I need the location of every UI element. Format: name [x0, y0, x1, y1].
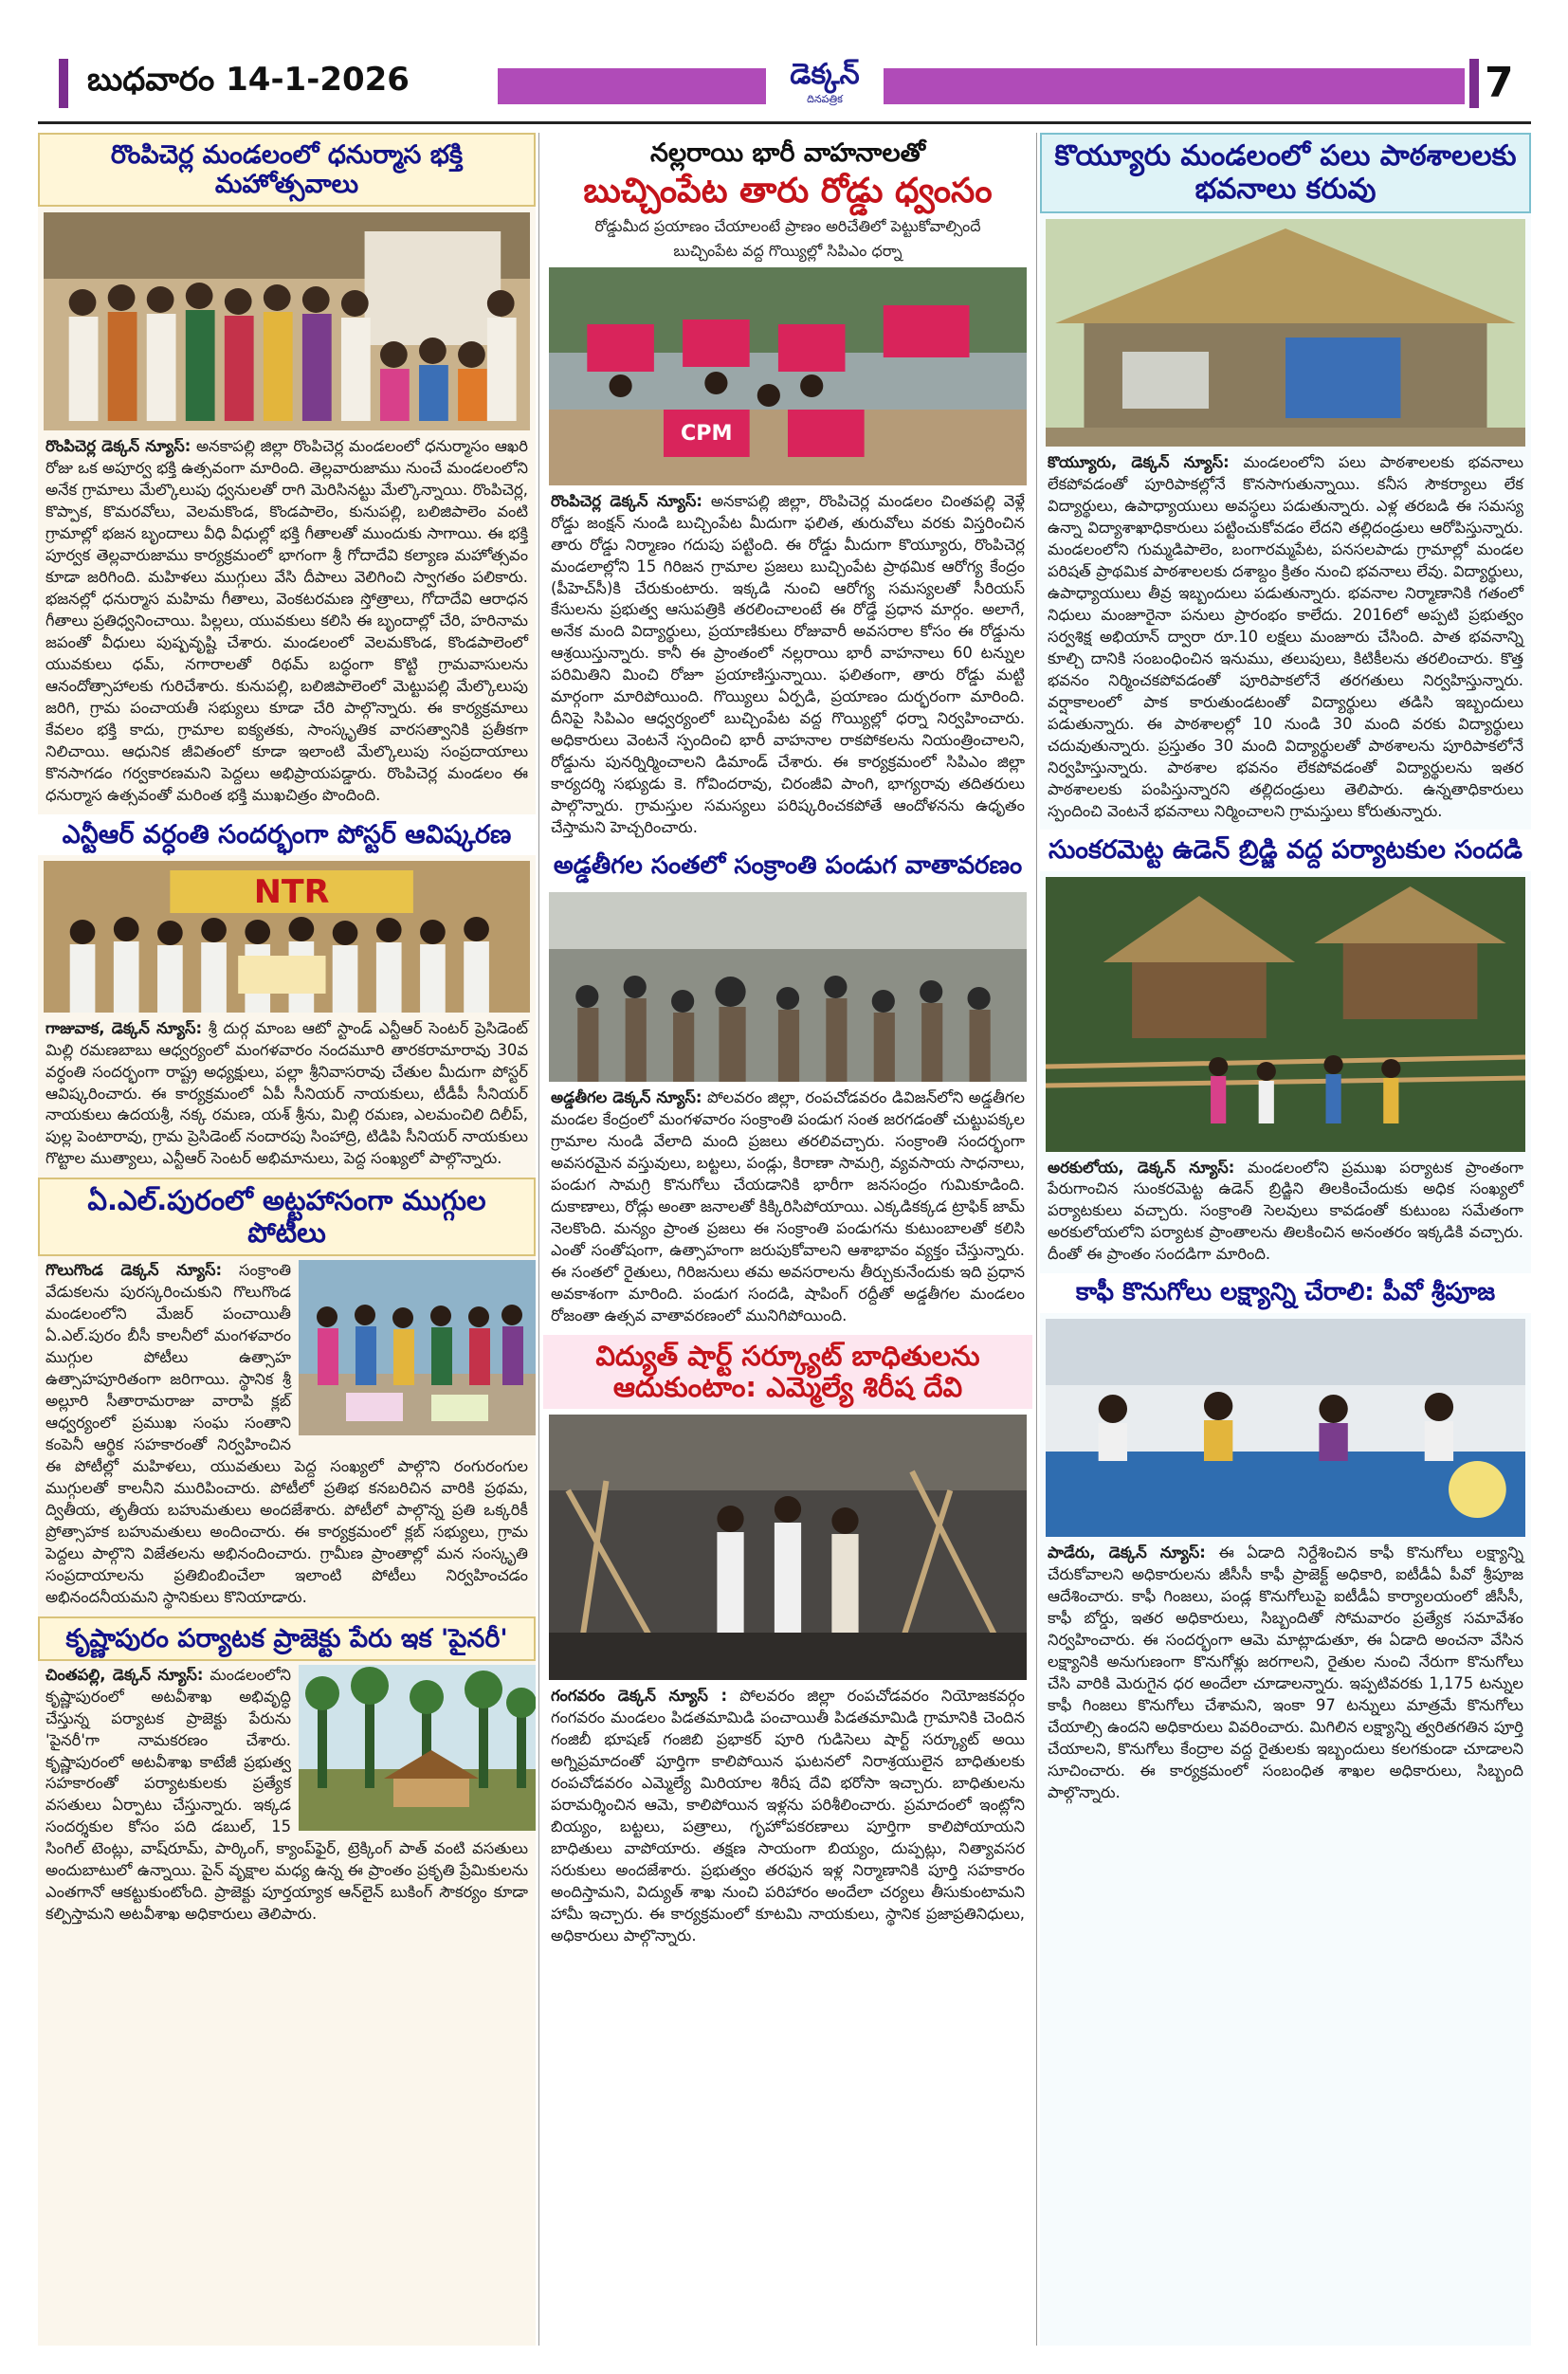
body-text: మండలంలోని కృష్ణాపురంలో అటవీశాఖ అభివృద్ధి చేస్తున్న పర్యాటక ప్రాజెక్టు పేరును 'పైనరీ'గా నామకరణం చేశారు. కృష్ణాపురంలో అటవీశాఖ కాటేజీ ప్రభుత్వ సహకారంతో పర్యాటకులకు ప్రత్యేక వసతులు ఏర్పాటు చేస్తున్నారు. ఇక్కడ సందర్శకుల కోసం పది డబుల్, 15 సింగిల్ టెంట్లు, వాష్‌రూమ్, పార్కింగ్, క్యాంప్‌ఫైర్, ట్రెక్కింగ్ పాత్ వంటి వసతులు అందుబాటులో ఉన్నాయి. పైన్ వృక్షాల మధ్య ఉన్న ఈ ప్రాంతం ప్రకృతి ప్రేమికులను ఎంతగానో ఆకట్టుకుంటోంది. ప్రాజెక్టు పూర్తయ్యాక ఆన్‌లైన్ బుకింగ్ సౌకర్యం కూడా కల్పిస్తామని అటవీశాఖ అధికారులు తెలిపారు.	[46, 1665, 528, 1924]
kicker-road: నల్లరాయి భారీ వాహనాలతో	[650, 138, 925, 168]
page-number: 7	[1485, 59, 1514, 107]
article-body-dhanurmasa	[46, 436, 528, 806]
dateline: అరకులోయ, డెక్కన్ న్యూస్:	[1048, 1158, 1235, 1177]
masthead	[0, 0, 1568, 123]
headline-electric: విద్యుత్ షార్ట్ సర్క్యూట్ బాధితులను ఆదుకుంటాం: ఎమ్మెల్యే శిరీష దేవి	[543, 1335, 1032, 1410]
subheadline-road-2: బుచ్చింపేట వద్ద గొయ్యిల్లో సిపిఎం ధర్నా	[673, 242, 903, 261]
newspaper-logo	[766, 57, 884, 114]
masthead-right-bar	[1469, 59, 1479, 108]
column-left	[38, 133, 536, 2346]
dateline: రొంపిచెర్ల డెక్కన్ న్యూస్:	[46, 437, 191, 456]
headline-dhanurmasa: రొంపిచెర్ల మండలంలో ధనుర్మాస భక్తి మహోత్సవాలు	[38, 133, 536, 207]
article-body-coffee	[1048, 1543, 1523, 1804]
photo-ntr-poster	[44, 861, 530, 1013]
article-body-electric	[551, 1686, 1025, 1947]
dateline: గంగవరం డెక్కన్ న్యూస్ :	[551, 1687, 728, 1706]
headline-muggulu: ఏ.ఎల్.పురంలో అట్టహాసంగా ముగ్గుల పోటీలు	[38, 1178, 536, 1256]
headline-schools: కొయ్యూరు మండలంలో పలు పాఠశాలలకు భవనాలు కరువు	[1040, 133, 1531, 213]
body-text: సంక్రాంతి వేడుకలను పురస్కరించుకుని గొలుగొండ మండలంలోని మేజర్ పంచాయితీ ఏ.ఎల్.పురం బీసీ కాలనీలో మంగళవారం ముగ్గుల పోటీలు ఉత్సాహ ఉత్సాహపూరితంగా జరిగాయి. స్థానిక శ్రీ అల్లూరి సీతారామరాజు వారాపి క్లబ్ ఆధ్వర్యంలో ప్రముఖ సంఘ సంతాని కంపెనీ ఆర్థిక సహకారంతో నిర్వహించిన ఈ పోటీల్లో మహిళలు, యువతులు పెద్ద సంఖ్యలో పాల్గొని రంగురంగుల ముగ్గులతో కాలనీని మురిపించారు. పోటీలో ప్రతిభ కనబరిచిన వారికి ప్రథమ, ద్వితీయ, తృతీయ బహుమతులు అందజేశారు. పోటీలో పాల్గొన్న ప్రతి ఒక్కరికీ ప్రోత్సాహక బహుమతులు అందించారు. ఈ కార్యక్రమంలో క్లబ్ సభ్యులు, గ్రామ పెద్దలు పాల్గొని విజేతలను అభినందించారు. గ్రామీణ ప్రాంతాల్లో మన సంస్కృతి సంప్రదాయాలను ప్రతిబింబించేలా ఇలాంటి పోటీలు నిర్వహించడం అభినందనీయమని స్థానికులు కొనియాడారు.	[46, 1261, 528, 1606]
dateline: గాజువాక, డెక్కన్ న్యూస్:	[46, 1018, 203, 1037]
dateline: రొంపిచెర్ల డెక్కన్ న్యూస్:	[551, 491, 702, 510]
headline-addateegala: అడ్డతీగల సంతలో సంక్రాంతి పండుగ వాతావరణం	[553, 851, 1023, 881]
masthead-left-bar	[59, 59, 68, 108]
dateline: చింతపల్లి, డెక్కన్ న్యూస్:	[46, 1665, 204, 1684]
body-text: అనకాపల్లి జిల్లా రొంపిచెర్ల మండలంలో ధనుర్మాసం ఆఖరి రోజు ఒక అపూర్వ భక్తి ఉత్సవంగా మారింది. తెల్లవారుజాము నుంచే మండలంలోని అనేక గ్రామాలు మేల్కొలుపు ధ్వనులతో రాగి మెరిసినట్టు మేల్కొన్నాయి. రొంపిచెర్ల, కొప్పాక, కొమరవోలు, వెలమకొండ, కొండపాలెం, కునుపల్లి, బలిజిపాలెం వంటి గ్రామాల్లో భజన బృందాలు వీధి వీధుల్లో భక్తి గీతాలతో ముందుకు సాగాయి. ఈ భక్తి పూర్వక తెల్లవారుజాము కార్యక్రమంలో భాగంగా శ్రీ గోదాదేవి కల్యాణ మహోత్సవం కూడా జరిగింది. మహిళలు ముగ్గులు వేసి దీపాలు వెలిగించి స్వాగతం పలికారు. భజనల్లో ధనుర్మాస మహిమ గీతాలు, వెంకటరమణ స్తోత్రాలు, గోదాదేవి ఆరాధన గీతాలు ప్రతిధ్వనించాయి. పిల్లలు, యువకులు కలిసి ఈ బృందాల్లో చేరి, హరినామ జపంతో వీధులు పుష్పవృష్టి చేశారు. మండలంలో వెలమకొండ, కొండపాలెంలో యువకులు ధమ్, నగారాలతో రిథమ్ బద్ధంగా కొట్టి గ్రామవాసులను ఆనందోత్సాహాలకు గురిచేశారు. కునుపల్లి, బలిజిపాలెంలో మెట్టుపల్లి మేల్కొలుపు జరిగి, గ్రామ పంచాయతీ సభ్యులు కూడా చేరి పాల్గొన్నారు. ఈ కార్యక్రమాలు కేవలం భక్తి కాదు, గ్రామాల ఐక్యతకు, సాంస్కృతిక వారసత్వానికి ప్రతీకగా నిలిచాయి. ఆధునిక జీవితంలో కూడా ఇలాంటి మేల్కొలుపు సంప్రదాయాలు కొనసాగడం గర్వకారణమని పెద్దలు అభిప్రాయపడ్డారు. రొంపిచెర్ల మండలం ఈ ధనుర్మాస ఉత్సవంతో మరింత భక్తి ముఖచిత్రం పొందింది.	[46, 437, 528, 804]
logo-text: డెక్కన్	[790, 58, 860, 91]
body-text: పోలవరం జిల్లా, రంపచోడవరం డివిజన్‌లోని అడ్డతీగల మండల కేంద్రంలో మంగళవారం సంక్రాంతి పండుగ సంత జరగడంతో చుట్టుపక్కల గ్రామాల నుండి వేలాది మంది ప్రజలు తరలివచ్చారు. సంక్రాంతి సందర్భంగా అవసరమైన వస్తువులు, బట్టలు, పండ్లు, కిరాణా సామగ్రి, వ్యవసాయ సాధనాలు, పండుగ సామగ్రి కొనుగోలు చేయడానికి భారీగా జనసంద్రం గుమికూడింది. దుకాణాలు, రోడ్లు అంతా జనాలతో కిక్కిరిసిపోయాయి. ఎక్కడికక్కడ ట్రాఫిక్ జామ్ నెలకొంది. మన్యం ప్రాంత ప్రజలు ఈ సంక్రాంతి పండుగను కుటుంబాలతో కలిసి ఎంతో సంతోషంగా, ఉత్సాహంగా జరుపుకోవాలని ఆశాభావం వ్యక్తం చేస్తున్నారు. ఈ సంతలో రైతులు, గిరిజనులు తమ అవసరాలను తీర్చుకునేందుకు ఇది ప్రధాన అవకాశంగా మారింది. పండుగ సందడి, షాపింగ్ రద్దీతో అడ్డతీగల మండలం రోజంతా ఉత్సవ వాతావరణంలో మునిగిపోయింది.	[551, 1088, 1025, 1324]
subheadline-road-1: రోడ్డుమీద ప్రయాణం చేయాలంటే ప్రాణం అరిచేతిలో పెట్టుకోవాల్సిందే	[594, 217, 981, 236]
masthead-rule	[38, 121, 1531, 124]
column-right	[1040, 133, 1531, 2346]
article-body-ntr	[46, 1018, 528, 1171]
column-middle	[543, 133, 1032, 2346]
masthead-color-band	[498, 68, 1465, 104]
logo-tagline: దినపత్రిక	[807, 93, 843, 105]
body-text: మండలంలోని ప్రముఖ పర్యాటక ప్రాంతంగా పేరుగాంచిన సుంకరమెట్ట ఉడెన్ బ్రిడ్జిని తిలకించేందుకు అధిక సంఖ్యలో పర్యాటకులు వచ్చారు. సంక్రాంతి సెలవులు కావడంతో కుటుంబ సమేతంగా అరకులోయలోని పర్యాటక ప్రాంతాలను తిలకించిన అనంతరం ఇక్కడికి వచ్చారు. దీంతో ఈ ప్రాంతం సందడిగా మారింది.	[1048, 1158, 1523, 1264]
column-divider	[538, 133, 539, 2346]
photo-muggulu	[299, 1260, 536, 1435]
photo-fire-site	[549, 1415, 1027, 1680]
dateline: కొయ్యూరు, డెక్కన్ న్యూస్:	[1048, 453, 1230, 471]
dateline: అడ్డతీగల డెక్కన్ న్యూస్:	[551, 1088, 702, 1107]
article-body-addateegala	[551, 1087, 1025, 1327]
body-text: ఈ ఏడాది నిర్దేశించిన కాఫీ కొనుగోలు లక్ష్యాన్ని చేరుకోవాలని అధికారులను జీసీసీ కాఫీ ప్రాజెక్ట్ అధికారి, ఐటీడీఏ పీవో శ్రీపూజ ఆదేశించారు. కాఫీ గింజలు, పండ్ల కొనుగోలుపై ఐటీడీఏ కార్యాలయంలో జీసీసీ, కాఫీ బోర్డు, ఇతర అధికారులు, సిబ్బందితో సోమవారం ప్రత్యేక సమావేశం నిర్వహించారు. ఈ సందర్భంగా ఆమె మాట్లాడుతూ, ఈ ఏడాది అంచనా వేసిన లక్ష్యానికి అనుగుణంగా కొనుగోళ్లు జరగాలని, రైతుల నుంచి నేరుగా కొనుగోలు చేసి వారికి మెరుగైన ధర అందేలా చూడాలన్నారు. ఇప్పటివరకు 1,175 టన్నుల కాఫీ గింజలు కొనుగోలు చేశామని, ఇంకా 97 టన్నులు మాత్రమే కొనుగోలు చేయాల్సి ఉందని అధికారులు వివరించారు. మిగిలిన లక్ష్యాన్ని త్వరితగతిన పూర్తి చేయాలని, కొనుగోలు కేంద్రాల వద్ద రైతులకు ఇబ్బందులు కలగకుండా చూడాలని సూచించారు. ఈ కార్యక్రమంలో సంబంధిత శాఖల అధికారులు, సిబ్బంది పాల్గొన్నారు.	[1048, 1543, 1524, 1801]
body-text: శ్రీ దుర్గ మాంబ ఆటో స్టాండ్ ఎన్టీఆర్ సెంటర్ ప్రెసిడెంట్ మిల్లి రమణబాబు ఆధ్వర్యంలో మంగళవారం నందమూరి తారకరామారావు 30వ వర్ధంతి సందర్భంగా రాష్ట్ర అధ్యక్షులు, పల్లా శ్రీనివాసరావు చేతుల మీదుగా పోస్టర్ ఆవిష్కరించారు. ఈ కార్యక్రమంలో ఏపీ సీనియర్ నాయకులు, టీడీపీ సీనియర్ నాయకులు ఉదయశ్రీ, నక్క రమణ, యశ్ శ్రీను, మిల్లి రమణ, ఎలమంచిలి దిలీప్, పుల్ల పెంటారావు, గ్రామ ప్రెసిడెంట్ నందారపు సింహాద్రి, టిడిపి సీనియర్ నాయకులు గొట్టాల ముత్యాలు, ఎన్టీఆర్ సెంటర్ అభిమానులు, పెద్ద సంఖ్యలో పాల్గొన్నారు.	[46, 1018, 528, 1168]
article-body-road	[551, 491, 1025, 840]
cpm-flag-text: CPM	[681, 421, 733, 446]
photo-thatched-school	[1046, 219, 1525, 447]
ntr-banner-text: NTR	[253, 873, 330, 911]
photo-cpm-dharna	[549, 267, 1027, 485]
dateline: పాడేరు, డెక్కన్ న్యూస్:	[1048, 1543, 1206, 1562]
headline-udenbridge: సుంకరమెట్ట ఉడెన్ బ్రిడ్జి వద్ద పర్యాటకుల సందడి	[1040, 830, 1531, 870]
body-text: మండలంలోని పలు పాఠశాలలకు భవనాలు లేకపోవడంతో పూరిపాకల్లోనే కొనసాగుతున్నాయి. కనీస సౌకర్యాలు లేక విద్యార్థులు, ఉపాధ్యాయులు అవస్థలు పడుతున్నారు. ఎళ్ల తరబడి ఈ సమస్య ఉన్నా విద్యాశాఖాధికారులు పట్టించుకోవడం లేదని తల్లిదండ్రులు ఆరోపిస్తున్నారు. మండలంలోని గుమ్మడిపాలెం, బంగారమ్మపేట, పనసలపాడు గ్రామాల్లో మండల పరిషత్ ప్రాథమిక పాఠశాలలకు దశాబ్దం క్రితం నుంచి భవనాలు లేవు. విద్యార్థులు, ఉపాధ్యాయులు తీవ్ర ఇబ్బందులు పడుతున్నారు. భవనాల నిర్మాణానికి గతంలో నిధులు మంజూరైనా పనులు ప్రారంభం కాలేదు. 2016లో అప్పటి ప్రభుత్వం సర్వశిక్ష అభియాన్ ద్వారా రూ.10 లక్షలు మంజూరు చేసింది. పాత భవనాన్ని కూల్చి దానికి సంబంధించిన ఇనుము, తలుపులు, కిటికీలను తరలించారు. కొత్త భవనం నిర్మించకపోవడంతో పూరిపాకలోనే తరగతులు నిర్వహిస్తున్నారు. వర్షాకాలంలో పాక కారుతుండటంతో విద్యార్థులు తడిసి ఇబ్బందులు పడుతున్నారు. ఈ పాఠశాలల్లో 10 నుండి 30 మంది వరకు విద్యార్థులు చదువుతున్నారు. ప్రస్తుతం 30 మంది విద్యార్థులతో పాఠశాలను పూరిపాకలోనే నిర్వహిస్తున్నారు. పాఠశాల భవనం లేకపోవడంతో విద్యార్థులను ఇతర పాఠశాలలకు పంపిస్తున్నారని తల్లిదండ్రులు తెలిపారు. ఉన్నతాధికారులు స్పందించి వెంటనే భవనాలు నిర్మించాలని గ్రామస్తులు కోరుతున్నారు.	[1048, 453, 1523, 820]
headline-road: బుచ్చింపేట తారు రోడ్డు ధ్వంసం	[583, 172, 993, 211]
column-divider	[1036, 133, 1037, 2346]
headline-ntr: ఎన్టీఆర్ వర్ధంతి సందర్భంగా పోస్టర్ ఆవిష్కరణ	[38, 814, 536, 855]
photo-dhanurmasa-group	[44, 212, 530, 430]
photo-coffee-meeting	[1046, 1319, 1525, 1537]
issue-date: బుధవారం 14-1-2026	[87, 61, 410, 99]
body-text: అనకాపల్లి జిల్లా, రొంపిచెర్ల మండలం చింతపల్లి వెళ్లే రోడ్డు జంక్షన్ నుండి బుచ్చింపేట మీదుగా ఫలిత, తురువోలు వరకు విస్తరించిన తారు రోడ్డు నిర్మాణం గదుపు పట్టింది. ఈ రోడ్డు మీదుగా కొయ్యూరు, రొంపిచెర్ల మండలాల్లోని 15 గిరిజన గ్రామాల ప్రజలు బుచ్చింపేట ప్రాథమిక ఆరోగ్య కేంద్రం (పీహెచ్‌సీ)కి చేరుకుంటారు. ఇక్కడి నుంచి ఆరోగ్య సమస్యలతో సీరియస్ కేసులను ప్రభుత్వ ఆసుపత్రికి తరలించాలంటే ఈ రోడ్డే ప్రధాన మార్గం. అలాగే, అనేక మంది విద్యార్థులు, ప్రయాణికులు రోజువారీ అవసరాల కోసం ఈ రోడ్డును ఆశ్రయిస్తున్నారు. కానీ ఈ ప్రాంతంలో నల్లరాయి భారీ వాహనాలు 60 టన్నుల పరిమితిని మించి రోజూ ప్రయాణిస్తున్నాయి. ఫలితంగా, తారు రోడ్డు మట్టి మార్గంగా మారిపోయింది. గొయ్యిలు ఏర్పడి, ప్రయాణం దుర్భరంగా మారింది. దీనిపై సిపిఎం ఆధ్వర్యంలో బుచ్చింపేట వద్ద గొయ్యిల్లో ధర్నా నిర్వహించారు. అధికారులు వెంటనే స్పందించి భారీ వాహనాల రాకపోకలను నియంత్రించాలని, రోడ్డును పునర్నిర్మించాలని డిమాండ్ చేశారు. ఈ కార్యక్రమంలో సిపిఎం జిల్లా కార్యదర్శి సభ్యుడు కె. గోవిందరావు, చిరంజీవి పాంగి, భాగ్యరావు తదితరులు పాల్గొన్నారు. గ్రామస్తుల సమస్యలు పరిష్కరించకపోతే ఆందోళనను ఉధృతం చేస్తామని హెచ్చరించారు.	[551, 491, 1025, 837]
photo-pinery	[299, 1665, 536, 1831]
headline-pinery: కృష్ణాపురం పర్యాటక ప్రాజెక్టు పేరు ఇక 'పైనరీ'	[38, 1616, 536, 1661]
article-body-udenbridge	[1048, 1158, 1523, 1267]
photo-wooden-bridge	[1046, 877, 1525, 1152]
photo-santa-crowd	[549, 892, 1027, 1082]
dateline: గొలుగొండ డెక్కన్ న్యూస్:	[46, 1261, 223, 1280]
article-body-schools	[1048, 452, 1523, 822]
headline-coffee: కాఫీ కొనుగోలు లక్ష్యాన్ని చేరాలి: పీవో శ్రీపూజ	[1040, 1273, 1531, 1313]
body-text: పోలవరం జిల్లా రంపచోడవరం నియోజకవర్గం గంగవరం మండలం పిడతమామిడి పంచాయితీ పిడతమామిడి గ్రామానికి చెందిన గంజిబీ భూషణ్ గంజిబి ప్రభాకర్ పూరి గుడిసెలు షార్ట్ సర్క్యూట్ అయి అగ్నిప్రమాదంతో పూర్తిగా కాలిపోయిన ఘటనలో నిరాశ్రయులైన బాధితులకు రంపచోడవరం ఎమ్మెల్యే మిరియాల శిరీష దేవి భరోసా ఇచ్చారు. బాధితులను పరామర్శించిన ఆమె, కాలిపోయిన ఇళ్లను పరిశీలించారు. ప్రమాదంలో ఇంట్లోని బియ్యం, బట్టలు, పత్రాలు, గృహోపకరణాలు పూర్తిగా కాలిపోయాయని బాధితులు వాపోయారు. తక్షణ సాయంగా బియ్యం, దుప్పట్లు, నిత్యావసర సరుకులు అందజేశారు. ప్రభుత్వం తరఫున ఇళ్ల నిర్మాణానికి పూర్తి సహకారం అందిస్తామని, విద్యుత్ శాఖ నుంచి పరిహారం అందేలా చర్యలు తీసుకుంటామని హామీ ఇచ్చారు. ఈ కార్యక్రమంలో కూటమి నాయకులు, స్థానిక ప్రజాప్రతినిధులు, అధికారులు పాల్గొన్నారు.	[551, 1687, 1025, 1945]
